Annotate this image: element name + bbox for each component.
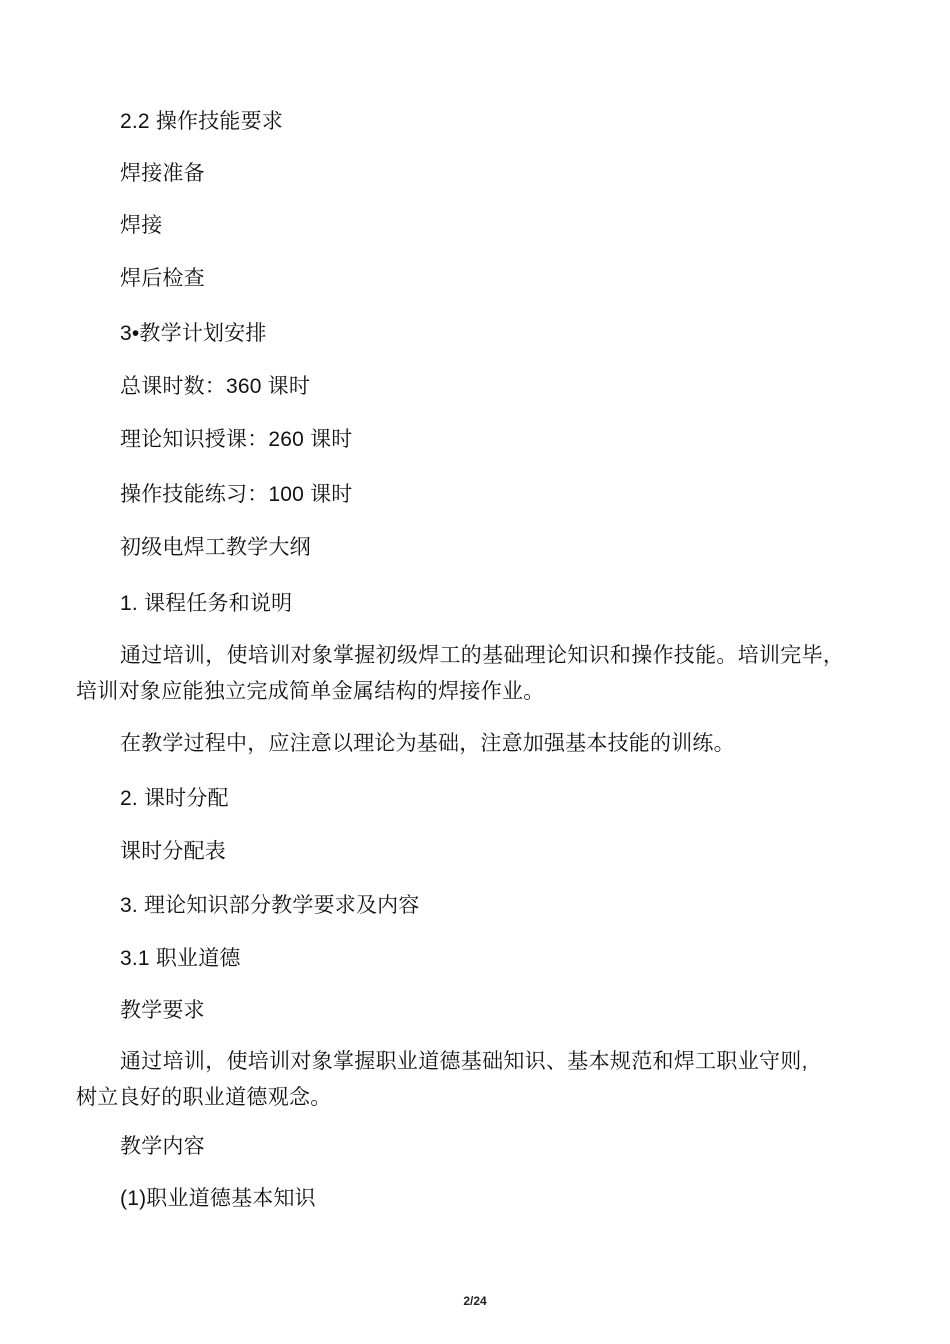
paragraph-ethics-goal bbox=[76, 1044, 876, 1116]
text-line: 教学内容 bbox=[120, 1135, 205, 1158]
text-line: 焊接准备 bbox=[120, 162, 205, 185]
subsection-heading-3-1: 3.1 职业道德 bbox=[120, 947, 241, 970]
text-line: (1)职业道德基本知识 bbox=[120, 1187, 316, 1210]
heading-3: 3•教学计划安排 bbox=[120, 322, 267, 345]
document-title: 初级电焊工教学大纲 bbox=[120, 536, 311, 559]
section-heading-3: 3. 理论知识部分教学要求及内容 bbox=[120, 894, 420, 917]
text-line: 课时分配表 bbox=[120, 840, 226, 863]
text-line: 教学要求 bbox=[120, 999, 205, 1022]
text-line: 在教学过程中，应注意以理论为基础，注意加强基本技能的训练。 bbox=[120, 732, 735, 755]
paragraph-line: 培训对象应能独立完成简单金属结构的焊接作业。 bbox=[76, 680, 545, 703]
paragraph-training-goal bbox=[76, 638, 876, 710]
text-line: 焊后检查 bbox=[120, 267, 205, 290]
section-heading-2: 2. 课时分配 bbox=[120, 787, 229, 810]
text-line: 总课时数：360 课时 bbox=[120, 375, 311, 398]
paragraph-line: 通过培训，使培训对象掌握初级焊工的基础理论知识和操作技能。培训完毕， bbox=[120, 644, 845, 667]
text-line: 理论知识授课：260 课时 bbox=[120, 428, 353, 451]
page-number: 2/24 bbox=[463, 1294, 487, 1308]
paragraph-line: 通过培训，使培训对象掌握职业道德基础知识、基本规范和焊工职业守则, bbox=[120, 1050, 808, 1073]
paragraph-line: 树立良好的职业道德观念。 bbox=[76, 1086, 332, 1109]
section-heading-1: 1. 课程任务和说明 bbox=[120, 592, 293, 615]
text-line: 焊接 bbox=[120, 214, 163, 237]
text-line: 操作技能练习：100 课时 bbox=[120, 483, 353, 506]
heading-2-2: 2.2 操作技能要求 bbox=[120, 110, 284, 133]
